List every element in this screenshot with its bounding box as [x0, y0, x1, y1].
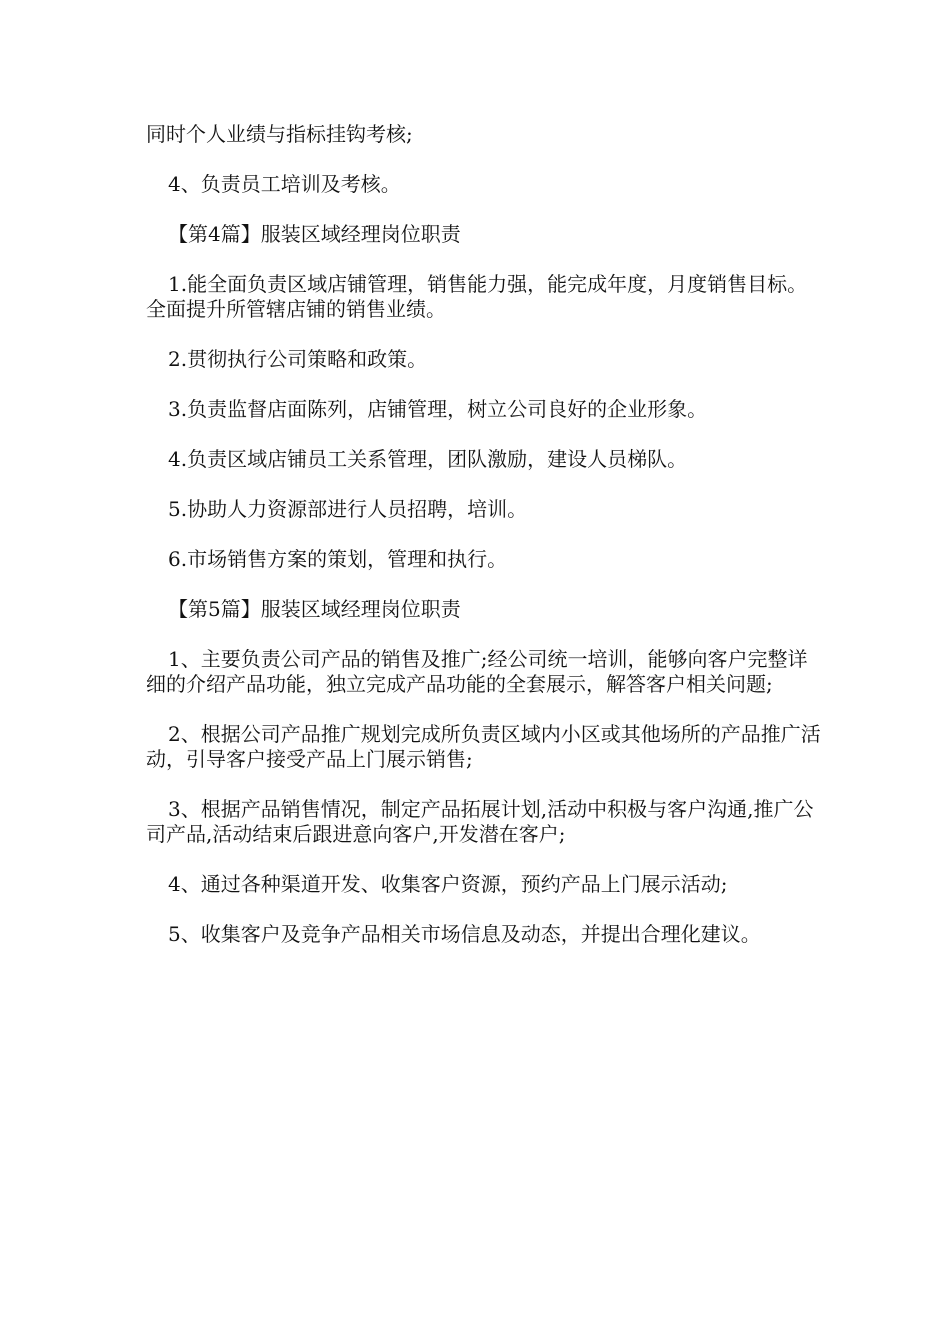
paragraph-item: 1、主要负责公司产品的销售及推广;经公司统一培训，能够向客户完整详细的介绍产品功能，独立完成产品功能的全套展示，解答客户相关问题;	[146, 647, 808, 696]
paragraph-item: 2.贯彻执行公司策略和政策。	[168, 347, 428, 371]
paragraph-item: 4、负责员工培训及考核。	[168, 172, 401, 196]
paragraph-item: 1.能全面负责区域店铺管理，销售能力强，能完成年度，月度销售目标。全面提升所管辖店铺的销售业绩。	[146, 272, 808, 321]
paragraph-item: 5.协助人力资源部进行人员招聘，培训。	[168, 497, 528, 521]
section-heading: 【第5篇】服装区域经理岗位职责	[168, 597, 461, 621]
paragraph-continuation: 同时个人业绩与指标挂钩考核;	[146, 122, 413, 146]
paragraph-item: 4、通过各种渠道开发、收集客户资源，预约产品上门展示活动;	[168, 872, 728, 896]
paragraph-item: 5、收集客户及竞争产品相关市场信息及动态，并提出合理化建议。	[168, 922, 761, 946]
paragraph-item: 3.负责监督店面陈列，店铺管理，树立公司良好的企业形象。	[168, 397, 708, 421]
section-heading: 【第4篇】服装区域经理岗位职责	[168, 222, 461, 246]
paragraph-item: 2、根据公司产品推广规划完成所负责区域内小区或其他场所的产品推广活动，引导客户接受产品上门展示销售;	[146, 722, 821, 771]
paragraph-item: 4.负责区域店铺员工关系管理，团队激励，建设人员梯队。	[168, 447, 688, 471]
paragraph-item: 6.市场销售方案的策划，管理和执行。	[168, 547, 508, 571]
document-body	[146, 122, 826, 972]
paragraph-item: 3、根据产品销售情况，制定产品拓展计划,活动中积极与客户沟通,推广公司产品,活动结束后跟进意向客户,开发潜在客户;	[146, 797, 814, 846]
